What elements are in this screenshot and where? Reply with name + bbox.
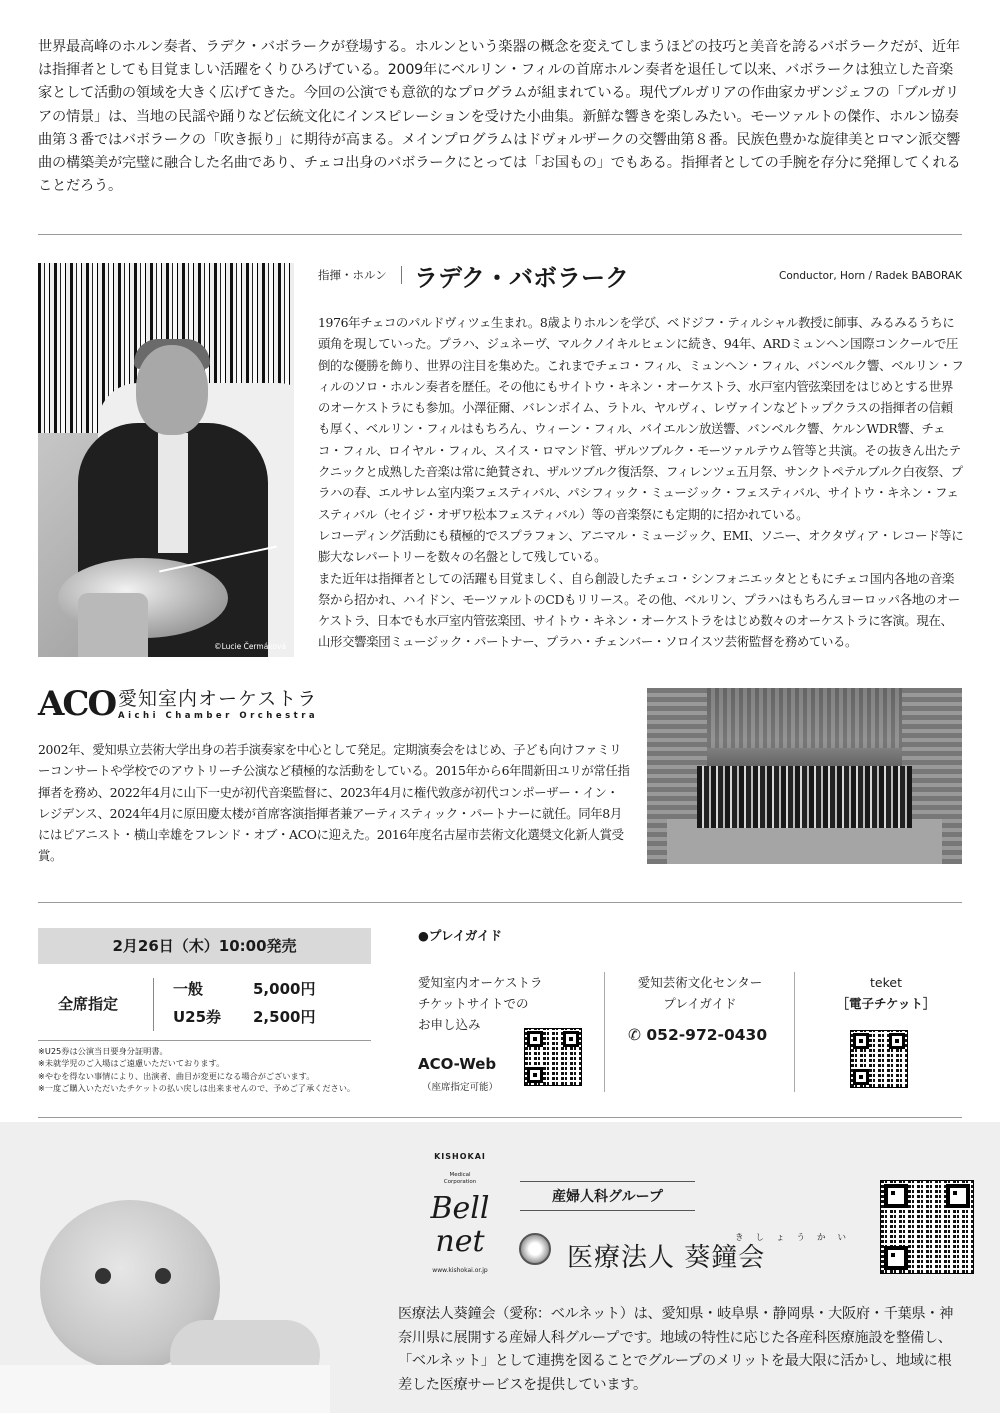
corporation-emblem-icon <box>519 1233 551 1265</box>
teket-info <box>810 972 962 1014</box>
price-label: 一般 <box>173 980 204 998</box>
baby-photo <box>0 1150 330 1413</box>
note-line: ※U25券は公演当日要身分証明書。 <box>38 1046 168 1056</box>
seat-type: 全席指定 <box>58 995 119 1013</box>
price-separator <box>153 978 154 1031</box>
footer-description: 医療法人葵鐘会（愛称：ベルネット）は、愛知県・岐阜県・静岡県・大阪府・千葉県・神奈川県に展開する産婦人科グループです。地域の特性に応じた各産科医療施設を整備し、「ベルネット」として連携を図ることでグループのメリットを最大限に活かし、地域に根差した医療サービスを提供しています。 <box>398 1306 954 1393</box>
note-line: ※やむを得ない事情により、出演者、曲目が変更になる場合がございます。 <box>38 1070 315 1081</box>
teket-qr-code[interactable] <box>850 1030 908 1088</box>
divider-bottom <box>38 1117 962 1118</box>
conductor-bio <box>318 312 964 653</box>
price-row-general <box>173 978 316 999</box>
conductor-photo <box>38 263 294 657</box>
bellnet-logo-line: net <box>435 1224 485 1259</box>
bellnet-logo <box>405 1192 515 1258</box>
guide-line: ［電子チケット］ <box>836 996 936 1011</box>
bio-paragraph: 1976年チェコのパルドヴィツェ生まれ。8歳よりホルンを学び、ベドジフ・ティルシャル教授に師事、みるみるうちに頭角を現していった。プラハ、ジュネーヴ、マルクノイキルヒェンに続き、94年、ARDミュンヘン国際コンクールで圧倒的な優勝を飾り、世界の注目を集めた。これまでチェコ・フィル、ミュンヘン・フィル、バンベルク響、ベルリン・フィルのソロ・ホルン奏者を歴任。その他にもサイトウ・キネン・オーケストラ、水戸室内管弦楽団をはじめとする世界のオーケストラにも参加。小澤征爾、バレンボイム、ラトル、ヤルヴィ、レヴァインなどトップクラスの指揮者の信頼も厚く、ベルリン・フィルはもちろん、ウィーン・フィル、バイエルン放送響、バンベルク響、ケルンWDR響、チェコ・フィル、ロイヤル・フィル、スイス・ロマンド管、ザルツブルク・モーツァルテウム管等と共演。その抜きん出たテクニックと成熟した音楽は常に絶賛され、ザルツブルク復活祭、フィレンツェ五月祭、サンクトペテルブルク白夜祭、プラハの春、エルサレム室内楽フェスティバル、パシフィック・ミュージック・フェスティバル、サイトウ・キネン・フェスティバル（セイジ・オザワ松本フェスティバル）等の音楽祭にも定期的に招かれている。 <box>318 315 964 522</box>
bellnet-kishokai: KISHOKAI <box>434 1152 486 1161</box>
playguide-title: ●プレイガイド <box>418 928 503 943</box>
aco-ticket-info <box>418 972 543 1035</box>
corporation-name: 医療法人 葵鐘会 <box>567 1243 766 1273</box>
guide-line: teket <box>870 975 902 990</box>
corporation-ruby: きしょうかい <box>735 1233 859 1243</box>
intro-paragraph: 世界最高峰のホルン奏者、ラデク・バボラークが登場する。ホルンという楽器の概念を変えてしまうほどの技巧と美音を誇るバボラークだが、近年は指揮者としても目覚ましい活躍をくりひろげている。2009年にベルリン・フィルの首席ホルン奏者を退任して以来、バボラークは独立した音楽家として活動の領域を大きく広げてきた。今回の公演でも意欲的なプログラムが組まれている。現代ブルガリアの作曲家カザンジェフの「ブルガリアの情景」は、当地の民謡や踊りなど伝統文化にインスピレーションを受けた小曲集。新鮮な響きを楽しみたい。モーツァルトの傑作、ホルン協奏曲第３番ではバボラークの「吹き振り」に期待が高まる。メインプログラムはドヴォルザークの交響曲第８番。民族色豊かな旋律美とロマン派交響曲の構築美が完璧に融合した名曲であり、チェコ出身のバボラークにとっては「お国もの」でもある。指揮者としての手腕を存分に発揮してくれることだろう。 <box>38 39 961 195</box>
guide-line: お申し込み <box>418 1017 481 1032</box>
sale-date-banner: 2月26日（木）10:00発売 <box>38 928 371 964</box>
bellnet-sub-line: Medical <box>449 1172 471 1178</box>
guide-separator <box>794 972 795 1092</box>
bio-paragraph: レコーディング活動にも積極的でスプラフォン、アニマル・ミュージック、EMI、ソニー、オクタヴィア・レコード等に膨大なレパートリーを数々の名盤として残している。 <box>318 527 964 565</box>
aco-web-label: ACO-Web <box>418 1055 497 1073</box>
bellnet-subtitle <box>415 1172 505 1186</box>
price-row-u25 <box>173 1006 316 1027</box>
guide-line: 愛知芸術文化センター <box>637 975 763 990</box>
orchestra-photo <box>647 688 962 864</box>
photo-credit: ©Lucie Čermáková <box>214 642 286 651</box>
bellnet-sub-line: Corporation <box>443 1179 477 1185</box>
divider-middle <box>38 902 962 903</box>
bellnet-url: www.kishokai.or.jp <box>432 1267 488 1274</box>
role-separator <box>401 266 402 284</box>
kishokai-qr-code[interactable] <box>880 1180 974 1274</box>
phone-text: 052-972-0430 <box>646 1026 768 1044</box>
guide-line: チケットサイトでの <box>418 996 529 1011</box>
price-amount: 5,000円 <box>253 980 316 998</box>
note-line: ※一度ご購入いただいたチケットの払い戻しは出来ませんので、予めご了承ください。 <box>38 1083 356 1094</box>
price-label: U25券 <box>173 1008 222 1026</box>
aco-web-sub: （座席指定可能） <box>422 1082 499 1093</box>
guide-separator <box>604 972 605 1092</box>
group-label: 産婦人科グループ <box>520 1181 695 1211</box>
aco-description: 2002年、愛知県立芸術大学出身の若手演奏家を中心として発足。定期演奏会をはじめ、子ども向けファミリーコンサートや学校でのアウトリーチ公演など積極的な活動をしている。2015年から6年間新田ユリが常任指揮者を務め、2022年4月に山下一史が初代音楽監督に、2023年4月に権代敦彦が初代コンポーザー・イン・レジデンス、2024年4月に原田慶太楼が首席客演指揮者兼アーティスティック・パートナーに就任。同年8月にはピアニスト・横山幸雄をフレンド・オブ・ACOに迎えた。2016年度名古屋市芸術文化選奨文化新人賞受賞。 <box>38 742 630 864</box>
aco-name-en: Aichi Chamber Orchestra <box>118 711 319 721</box>
aco-name: 愛知室内オーケストラ <box>118 688 318 710</box>
aco-web-qr-code[interactable] <box>524 1028 582 1086</box>
guide-line: プレイガイド <box>663 996 737 1011</box>
conductor-name: ラデク・バボラーク <box>414 263 630 292</box>
divider-top <box>38 234 962 235</box>
phone-number <box>628 1026 767 1044</box>
phone-icon: ✆ <box>628 1026 647 1044</box>
guide-line: 愛知室内オーケストラ <box>418 975 543 990</box>
bio-paragraph: また近年は指揮者としての活躍も目覚ましく、自ら創設したチェコ・シンフォニエッタとともにチェコ国内各地の音楽祭から招かれ、ハイドン、モーツァルトのCDもリリース。その他、ベルリン、プラハはもちろんヨーロッパ各地のオーケストラ、日本でも水戸室内管弦楽団、サイトウ・キネン・オーケストラをはじめ数々のオーケストラに客演。現在、山形交響楽団ミュージック・パートナー、プラハ・チェンバー・ソロイスツ芸術監督を務めている。 <box>318 570 960 650</box>
price-amount: 2,500円 <box>253 1008 316 1026</box>
conductor-role: 指揮・ホルン <box>318 268 387 282</box>
conductor-name-en: Conductor, Horn / Radek BABORAK <box>778 270 962 282</box>
arts-center-info <box>620 972 780 1014</box>
price-underline <box>38 1040 371 1041</box>
aco-logo: ACO <box>38 684 116 724</box>
note-line: ※未就学児のご入場はご遠慮いただいております。 <box>38 1058 225 1069</box>
bellnet-logo-line: Bell <box>430 1191 490 1226</box>
ticket-notes <box>38 1045 355 1095</box>
